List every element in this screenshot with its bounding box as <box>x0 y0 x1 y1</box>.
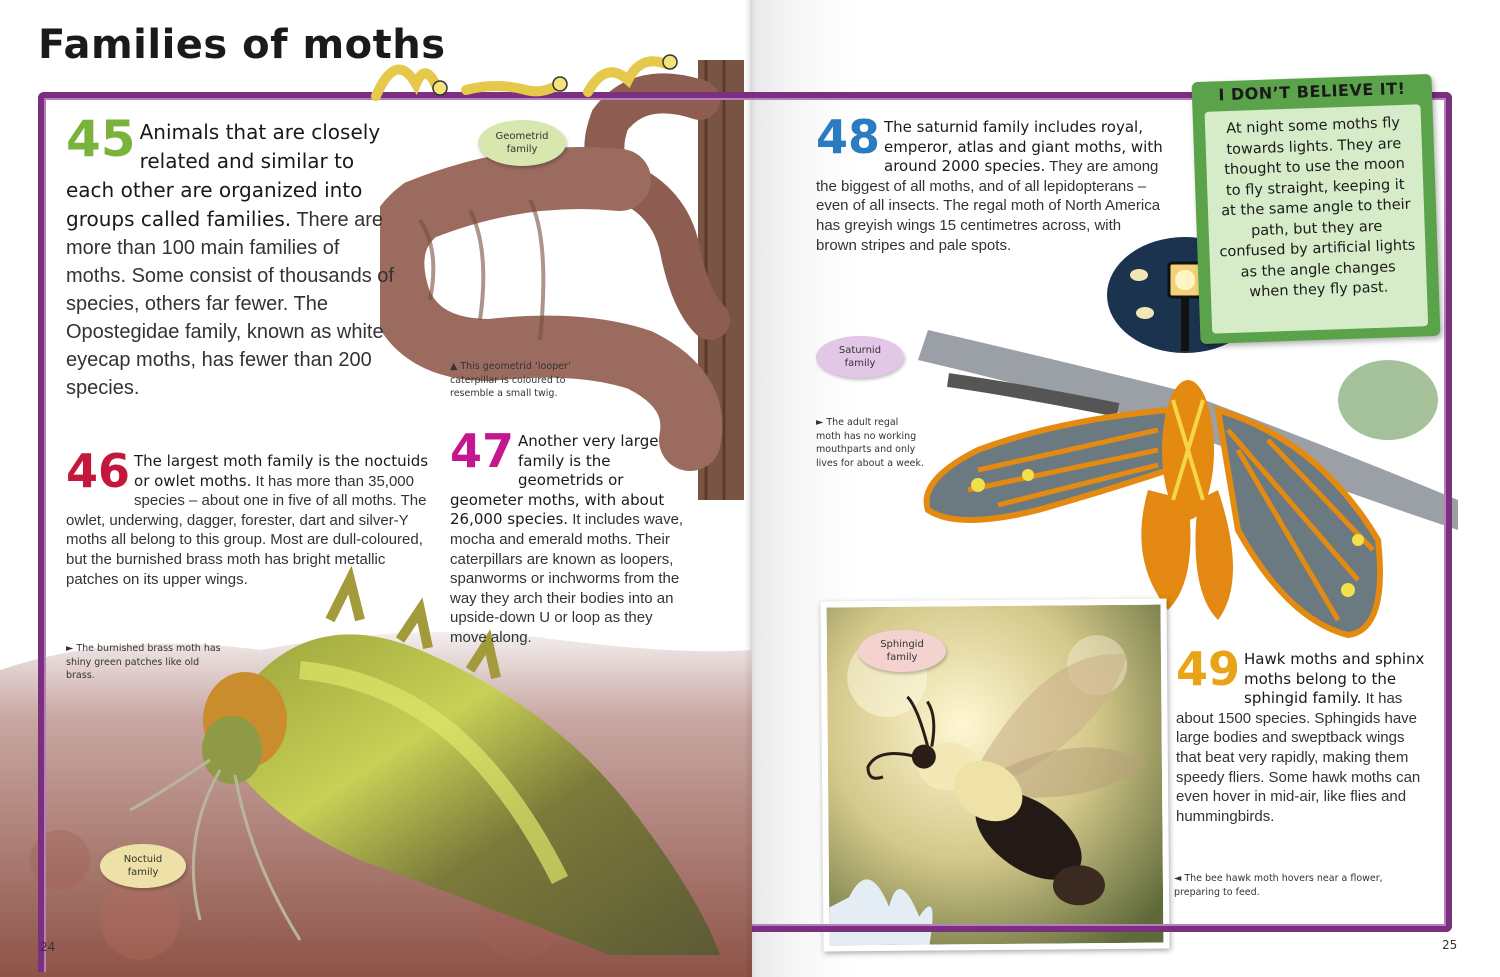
believe-heading: I DON’T BELIEVE IT! <box>1218 78 1406 105</box>
noctuid-family-label <box>100 844 186 888</box>
page-number-left: 24 <box>40 940 56 954</box>
fact-number: 47 <box>450 424 515 478</box>
fact-number: 48 <box>816 110 881 164</box>
regal-moth-caption: ► The adult regal moth has no working mouthparts and only lives for about a week. <box>816 417 925 469</box>
caterpillar-doodles-icon <box>366 40 686 102</box>
fact-number: 49 <box>1176 642 1241 696</box>
fact-47 <box>450 424 686 648</box>
fact-lead: Hawk moths and sphinx moths belong to the sphingid family. <box>1244 650 1425 708</box>
fact-body: They are among the biggest of all moths, and of all lepidopterans – even of all insects. The regal moth of North America has greyish wings 15 centimetres across, with brown stripes and pale spots. <box>816 158 1161 254</box>
fact-lead: The largest moth family is the noctuids or owlet moths. <box>134 452 429 490</box>
fact-number: 45 <box>66 110 136 168</box>
fact-number: 46 <box>66 444 131 498</box>
brass-moth-caption: ► The burnished brass moth has shiny green patches like old brass. <box>66 643 221 681</box>
fact-49 <box>1176 642 1432 826</box>
sphingid-family-label <box>858 630 946 672</box>
geometrid-caption: ▲ This geometrid ‘looper’ caterpillar is coloured to resemble a small twig. <box>450 361 571 399</box>
page-title: Families of moths <box>38 22 446 68</box>
page-number-right: 25 <box>1442 938 1458 952</box>
fact-lead: Animals that are closely related and similar to each other are organized into groups called families. <box>66 120 381 231</box>
geometrid-family-label <box>478 120 566 166</box>
fact-48 <box>816 110 1166 255</box>
label-text: Noctuid family <box>123 854 163 878</box>
believe-text: At night some moths fly towards lights. They are thought to use the moon to fly straight, keeping it at the same angle to their path, but they are confused by artificial lights as the angle changes when they fly past. <box>1205 104 1429 333</box>
fact-lead: Another very large family is the geometrids or geometer moths, with about 26,000 species. <box>450 432 665 529</box>
label-text: Saturnid family <box>838 345 882 369</box>
label-text: Sphingid family <box>880 639 924 663</box>
i-dont-believe-it-box <box>1192 74 1441 344</box>
fact-46 <box>66 444 430 589</box>
saturnid-family-label <box>816 336 904 378</box>
fact-body: It has about 1500 species. Sphingids have large bodies and sweptback wings that beat very rapidly, making them speedy fliers. Some hawk moths can even hover in mid-air, like flies and hummingbirds. <box>1176 690 1421 825</box>
fact-45 <box>66 110 396 402</box>
fact-body: It includes wave, mocha and emerald moths. Their caterpillars are known as loopers, spanworms or inchworms from the way they arch their bodies into an upside-down U or loop as they move along. <box>450 511 684 646</box>
fact-lead: The saturnid family includes royal, emperor, atlas and giant moths, with around 2000 species. <box>884 118 1163 176</box>
hawk-moth-caption: ◄ The bee hawk moth hovers near a flower, preparing to feed. <box>1174 873 1383 898</box>
fact-body: There are more than 100 main families of moths. Some consist of thousands of species, others far fewer. The Opostegidae family, known as white eyecap moths, has fewer than 200 species. <box>66 209 394 399</box>
label-text: Geometrid family <box>495 131 549 155</box>
fact-body: It has more than 35,000 species – about one in five of all moths. The owlet, underwing, dagger, forester, dart and silver-Y moths all belong to this group. Most are dull-coloured, but the burnished brass moth has bright metallic patches on its upper wings. <box>66 472 427 588</box>
